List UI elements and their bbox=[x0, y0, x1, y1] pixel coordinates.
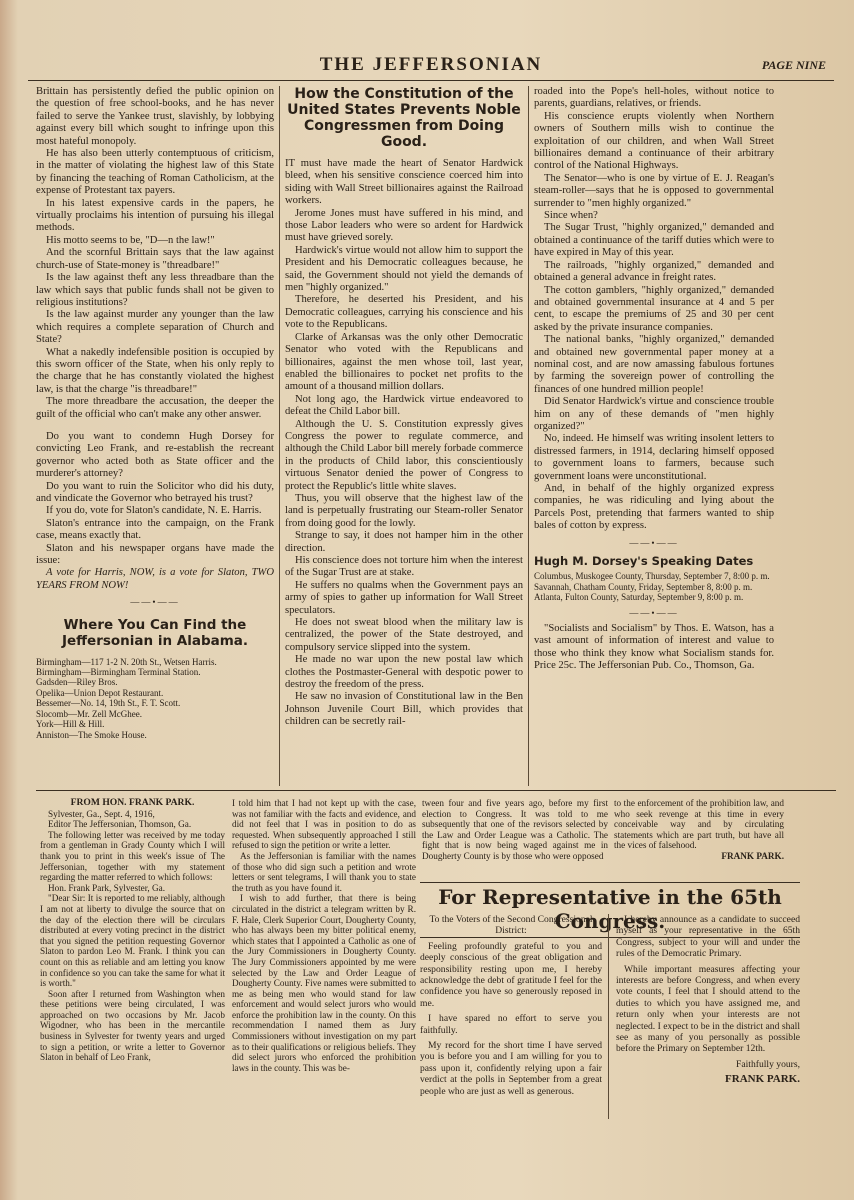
article-paragraph: And the scornful Brittain says that the law against church-use of State-money is "threadbare!" bbox=[36, 247, 274, 271]
article-paragraph: He saw no invasion of Constitutional law in the Ben Johnson Juvenile Court Bill, which provides that children can be secretly rail- bbox=[285, 691, 523, 728]
alabama-list bbox=[36, 657, 274, 740]
article-paragraph: The Sugar Trust, "highly organized," demanded and obtained a continuance of the tariff duties which were to have expired in May of this year. bbox=[534, 222, 774, 259]
ad-signature: FRANK PARK. bbox=[725, 1073, 800, 1086]
article-paragraph: The railroads, "highly organized," demanded and obtained a general advance in freight rates. bbox=[534, 259, 774, 284]
letter-column-four bbox=[614, 798, 784, 878]
article-paragraph: He suffers no qualms when the Government pays an army of spies to gather up information for Wall Street speculators. bbox=[285, 579, 523, 616]
ad-headline: For Representative in the 65th Congress. bbox=[420, 882, 800, 938]
page-header bbox=[28, 52, 834, 81]
ad-paragraph: My record for the short time I have served you is before you and I am willing for you to pass upon it, confidently relying upon a fair verdict at the polls in September from a great people who are just as well as generous. bbox=[420, 1040, 602, 1097]
article-paragraph: What a nakedly indefensible position is occupied by this sworn officer of the State, when his only reply to the charge that he has constantly violated the highest law, is that the charge "is threadbare!" bbox=[36, 346, 274, 395]
article-paragraph: Slaton and his newspaper organs have made the issue: bbox=[36, 542, 274, 567]
article-paragraph: IT must have made the heart of Senator Hardwick bleed, when his sensitive conscience coerced him into siding with Wall Street billionaires against the Railroad workers. bbox=[285, 158, 523, 207]
ad-paragraph: I hereby announce as a candidate to succeed myself as your representative in the 65th Congress, subject to your will and under the rules of the Democratic Primary. bbox=[616, 914, 800, 960]
article-paragraph: He does not sweat blood when the military law is centralized, the power of the State destroyed, and compulsory service slipped into the system. bbox=[285, 617, 523, 653]
list-item: Bessemer—No. 14, 19th St., F. T. Scott. bbox=[36, 698, 181, 709]
article-paragraph: His conscience erupts violently when Northern owners of Southern mills wish to continue the exploitation of our children, and when Wall Street billionaires demand a continuance of their arbitrary control of the National Highways. bbox=[534, 110, 774, 172]
ad-column-rule bbox=[608, 914, 609, 1119]
list-item: Birmingham—117 1-2 N. 20th St., Wetsen Harris. bbox=[36, 656, 217, 667]
letter-paragraph: "Dear Sir: It is reported to me reliably, although I am not at liberty to divulge the source that on the day of the election there will be circulars distributed at every voting precinct in the district that you signed the petition requesting Governor Slaton to pardon Leo M. Frank. I think you can count on this as reliable and am letting you know in confidence so you can take the same for what it is worth." bbox=[40, 893, 225, 989]
article-paragraph: Brittain has persistently defied the public opinion on the question of free school-books, and he has never failed to serve the Yankee trust, slavishly, by lobbying against every bill which sought to infringe upon this most hateful monopoly. bbox=[36, 86, 274, 147]
article-paragraph: He made no war upon the new postal law which clothes the Postmaster-General with despotic power to destroy the freedom of the press. bbox=[285, 654, 523, 691]
ad-paragraph: Feeling profoundly grateful to you and deeply conscious of the great obligation and responsibility resting upon me, I hereby acknowledge the debt of gratitude I feel for the confidence you have so generously reposed in me. bbox=[420, 940, 602, 1009]
letter-paragraph: Soon after I returned from Washington when these petitions were being circulated, I was approached on two occasions by Mr. Jacob Wigodner, who has been in the mercantile business in Sylvester for twenty years and urged to sign a petition, or write a letter to Governor Slaton in behalf of Leo Frank, bbox=[40, 988, 225, 1063]
section-rule bbox=[36, 790, 836, 791]
letter-signature: FRANK PARK. bbox=[721, 850, 784, 861]
ad-right-column bbox=[616, 914, 800, 1086]
list-item: Slocomb—Mr. Zell McGhee. bbox=[36, 708, 142, 719]
article-paragraph: A vote for Harris, NOW, is a vote for Slaton, TWO YEARS FROM NOW! bbox=[36, 567, 274, 591]
article-paragraph: Not long ago, the Hardwick virtue endeavored to defeat the Child Labor bill. bbox=[285, 393, 523, 418]
masthead-title: THE JEFFERSONIAN bbox=[319, 54, 543, 75]
letter-paragraph: I told him that I had not kept up with the case, was not familiar with the facts and evidence, and did not feel that I was in position to do as requested. When subsequently approached I still refused to sign the petition or write a letter. bbox=[232, 798, 416, 851]
divider: ——•—— bbox=[629, 607, 679, 618]
speaking-dates-list bbox=[534, 571, 774, 602]
column-one bbox=[36, 86, 274, 786]
article-paragraph: Did Senator Hardwick's virtue and conscience trouble him on any of these demands of "men highly organized?" bbox=[534, 396, 774, 432]
article-paragraph: The more threadbare the accusation, the deeper the guilt of the official who can't make any other answer. bbox=[36, 396, 274, 420]
letter-heading: FROM HON. FRANK PARK. bbox=[70, 798, 195, 808]
column-three bbox=[534, 86, 774, 786]
article-paragraph: Is the law against murder any younger than the law which requires a complete separation of Church and State? bbox=[36, 309, 274, 346]
article-paragraph: Thus, you will observe that the highest law of the land is perpetually frustrating our Steam-roller Senator from doing good for the lowly. bbox=[285, 492, 523, 529]
article-paragraph: His motto seems to be, "D—n the law!" bbox=[46, 234, 215, 246]
column-rule bbox=[528, 86, 529, 786]
list-item: Savannah, Chatham County, Friday, September 8, 8:00 p. m. bbox=[534, 581, 753, 592]
article-paragraph: Do you want to ruin the Solicitor who did his duty, and vindicate the Governor who betrayed his trust? bbox=[36, 480, 274, 504]
list-item: Gadsden—Riley Bros. bbox=[36, 677, 118, 688]
article-paragraph: The Senator—who is one by virtue of E. J. Reagan's steam-roller—says that he is opposed to governmental surrender to "men highly organized." bbox=[534, 172, 774, 209]
article-paragraph: Since when? bbox=[544, 210, 598, 222]
article-paragraph: And, in behalf of the highly organized express companies, he was ridiculing and lying about the Parcels Post, pretending that farmers wanted to ship bales of cotton by express. bbox=[534, 483, 774, 532]
ad-closing: Faithfully yours, bbox=[736, 1058, 800, 1070]
letter-paragraph: As the Jeffersonian is familiar with the names of those who did sign such a petition and wrote letters or sent telegrams, I will thank you to state the truth as you have found it. bbox=[232, 850, 416, 893]
article-paragraph: Do you want to condemn Hugh Dorsey for convicting Leo Frank, and re-establish the recreant governor who acted both as State officer and the murderer's attorney? bbox=[36, 430, 274, 480]
ad-paragraph: To the Voters of the Second Congressional District: bbox=[429, 914, 593, 937]
alabama-headline: Where You Can Find the Jeffersonian in Alabama. bbox=[61, 616, 249, 649]
letter-column-one bbox=[40, 798, 225, 1128]
article-paragraph: Is the law against theft any less threadbare than the law which says that public funds shall not be given to religious institutions? bbox=[36, 272, 274, 308]
list-item: Birmingham—Birmingham Terminal Station. bbox=[36, 667, 201, 678]
socialism-notice: "Socialists and Socialism" by Thos. E. Watson, has a vast amount of information of interest and value to those who think they know what Socialism stands for. Price 25c. The Jeffersonian Pub. Co., Thomson, Ga. bbox=[534, 623, 774, 672]
ad-paragraph: I have spared no effort to serve you faithfully. bbox=[420, 1013, 602, 1036]
column-two bbox=[285, 86, 523, 786]
list-item: Atlanta, Fulton County, Saturday, September 9, 8:00 p. m. bbox=[534, 592, 744, 603]
article-paragraph: The national banks, "highly organized," demanded and obtained new governmental paper money at a nominal cost, and are now amassing fabulous fortunes by farming the sovereign power of controlling the finances of one hundred million people! bbox=[534, 334, 774, 395]
list-item: York—Hill & Hill. bbox=[36, 719, 105, 730]
article-paragraph: Clarke of Arkansas was the only other Democratic Senator who voted with the Republicans and billionaires, against the men whose toil, last year, enabled the billionaires to pocket net profits to the amount of a thousand million dollars. bbox=[285, 331, 523, 393]
list-item: Anniston—The Smoke House. bbox=[36, 729, 147, 740]
divider: ——•—— bbox=[629, 537, 679, 548]
letter-salutation: Editor The Jeffersonian, Thomson, Ga. bbox=[48, 819, 192, 830]
letter-paragraph: The following letter was received by me today from a gentleman in Grady County which I will thank you to print in this week's issue of The Jeffersonian, together with my statement regarding the matter referred to which follows: bbox=[40, 829, 225, 883]
column-rule bbox=[279, 86, 280, 786]
article-paragraph: The cotton gamblers, "highly organized," demanded and obtained governmental insurance at 4 and 5 per cent, to escape the premiums of 25 and 30 per cent asked by the private insurance companies. bbox=[534, 284, 774, 333]
article-paragraph: Therefore, he deserted his President, and his Democratic colleagues, carrying his conscience and his vote to the Republicans. bbox=[285, 294, 523, 331]
page-number: PAGE NINE bbox=[761, 58, 826, 72]
article-paragraph: If you do, vote for Slaton's candidate, N. E. Harris. bbox=[46, 505, 262, 517]
article-paragraph: Although the U. S. Constitution expressly gives Congress the power to regulate commerce, and although the Child Labor bill merely forbade commerce in the products of Child labor, this conscientiously virtuous Senator denied the power of Congress to protect the Republic's little white slaves. bbox=[285, 418, 523, 492]
letter-column-three bbox=[422, 798, 608, 878]
divider: ——•—— bbox=[130, 597, 180, 608]
letter-column-two bbox=[232, 798, 416, 1128]
article-paragraph: He has also been utterly contemptuous of criticism, in the matter of violating the highest law of this State by financing the teaching of Roman Catholicism, at the expense of Protestant tax payers. bbox=[36, 148, 274, 197]
letter-paragraph: tween four and five years ago, before my first election to Congress. It was told to me subsequently that one of the revisors selected by the Law and Order League was a Catholic. The fight that is now being waged against me in Dougherty County is by those who were opposed bbox=[422, 798, 608, 861]
article-paragraph: In his latest expensive cards in the papers, he virtually proclaims his intention of pursuing his illegal methods. bbox=[36, 197, 274, 234]
article-paragraph: roaded into the Pope's hell-holes, without notice to parents, guardians, relatives, or friends. bbox=[534, 86, 774, 110]
constitution-headline: How the Constitution of the United States Prevents Noble Congressmen from Doing Good. bbox=[287, 86, 521, 150]
ad-paragraph: While important measures affecting your interests are before Congress, and when every vote counts, I feel that I should attend to the duties to which you have assigned me, and return only when your interests are not neglected. I expect to be in the district and shall see as many of you personally as possible before the Primary on September 12th. bbox=[616, 963, 800, 1055]
article-paragraph: Slaton's entrance into the campaign, on the Frank case, means exactly that. bbox=[36, 517, 274, 542]
article-paragraph: Strange to say, it does not hamper him in the other direction. bbox=[285, 530, 523, 554]
article-paragraph: Hardwick's virtue would not allow him to support the President and his Democratic colleagues because, he said, the Government should not yield the demands of men "highly organized." bbox=[285, 244, 523, 294]
article-paragraph: His conscience does not torture him when the interest of the Sugar Trust are at stake. bbox=[285, 555, 523, 579]
article-paragraph: No, indeed. He himself was writing insolent letters to distressed farmers, in 1914, declaring himself opposed to government loans to farmers, because such government loans were unconstitutional. bbox=[534, 433, 774, 482]
speaking-dates-headline: Hugh M. Dorsey's Speaking Dates bbox=[534, 554, 754, 569]
campaign-ad bbox=[420, 882, 800, 1122]
letter-paragraph: Hon. Frank Park, Sylvester, Ga. bbox=[48, 882, 166, 893]
list-item: Opelika—Union Depot Restaurant. bbox=[36, 687, 164, 698]
letter-paragraph: I wish to add further, that there is being circulated in the district a telegram written by R. F. Hale, Clerk Superior Court, Dougherty County, who has always been my bitter political enemy, which states that I appointed a Catholic as one of the Jury Commissioners in Dougherty County. The Jury Commissioners appointed by me were selected by the Law and Order League of Dougherty County. Five names were submitted to me as being men who would stand for law enforcement and would select jurors who would enforce the prohibition law in the county. On this recommendation I named them as Jury Commissioners without investigation on my part as to their qualifications or religious beliefs. They did select jurors who enforced the prohibition laws in the county. This was be- bbox=[232, 893, 416, 1073]
article-paragraph: Jerome Jones must have suffered in his mind, and those Labor leaders who were so ardent for Hardwick must have grieved sorely. bbox=[285, 207, 523, 244]
letter-paragraph: to the enforcement of the prohibition law, and who seek revenge at this time in every conceivable way and by circulating statements which are part truth, but have all the vices of falsehood. bbox=[614, 798, 784, 851]
letter-dateline: Sylvester, Ga., Sept. 4, 1916, bbox=[48, 808, 155, 819]
list-item: Columbus, Muskogee County, Thursday, September 7, 8:00 p. m. bbox=[534, 571, 770, 582]
ad-left-column bbox=[420, 914, 602, 1101]
